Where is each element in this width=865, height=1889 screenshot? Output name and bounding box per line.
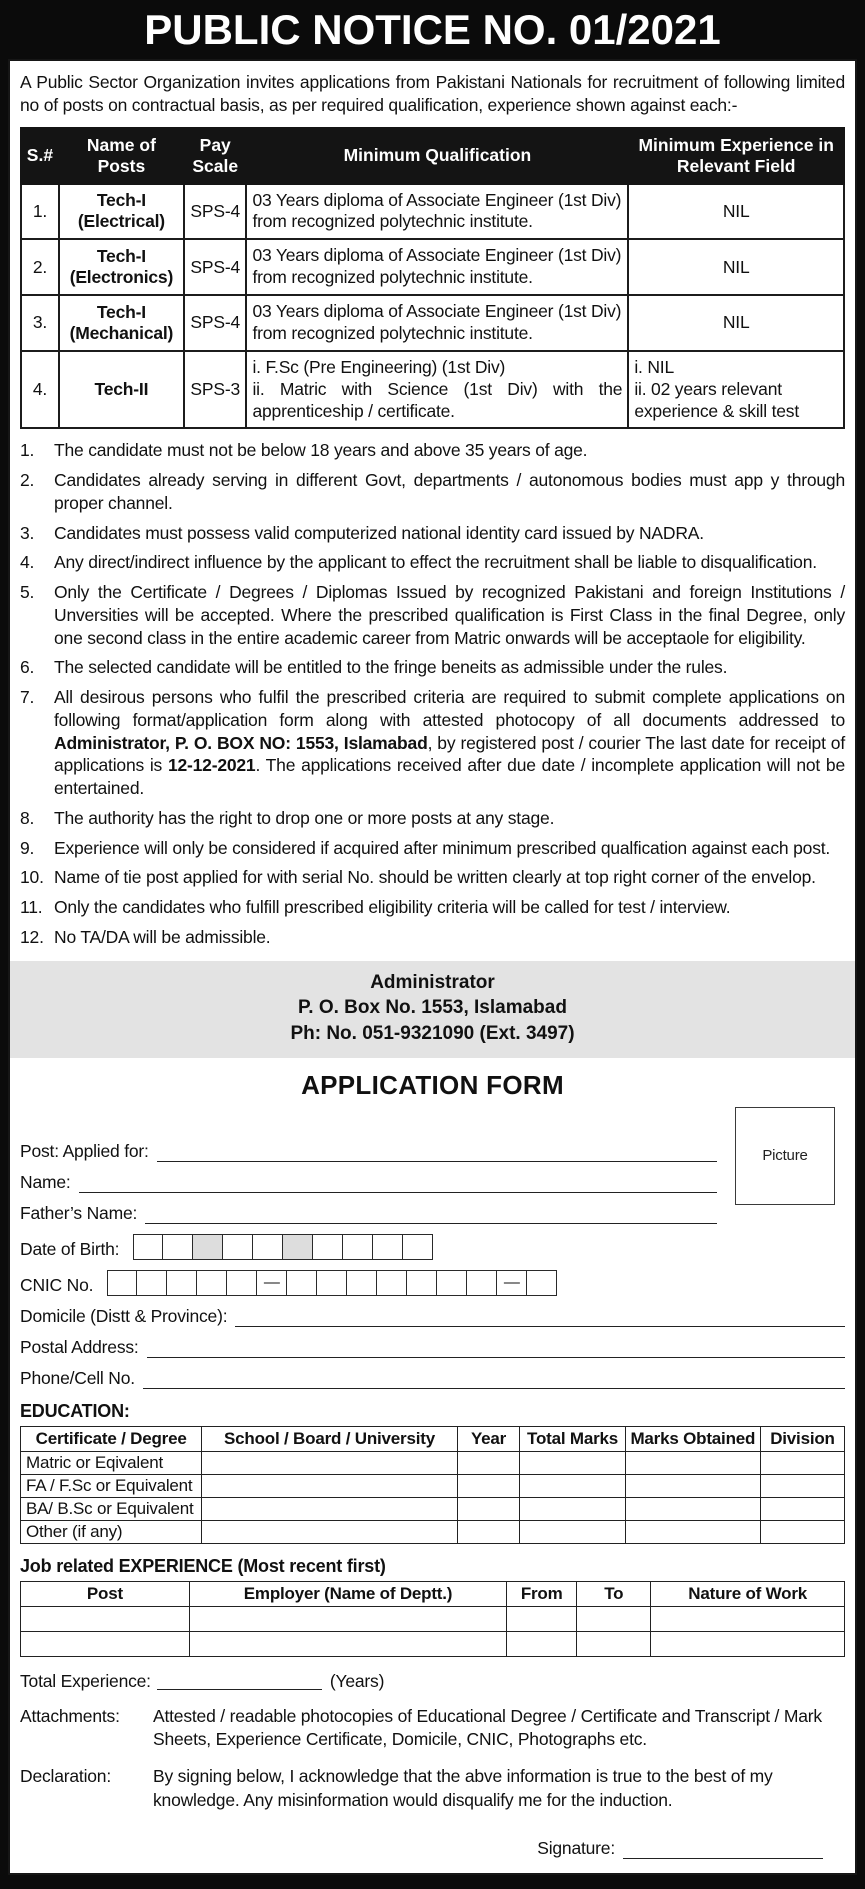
cnic-box[interactable] [107,1270,137,1296]
col-certificate: Certificate / Degree [21,1426,202,1451]
item-number: 5. [20,582,35,603]
pay-scale-cell: SPS-4 [184,239,247,295]
field-label: Phone/Cell No. [20,1367,135,1388]
empty-cell[interactable] [507,1606,577,1631]
list-item [20,439,845,462]
name-input-line[interactable] [79,1172,717,1192]
table-row [21,1497,845,1520]
table-row [21,295,844,351]
application-form-title: APPLICATION FORM [301,1069,564,1100]
col-employer: Employer (Name of Deptt.) [189,1581,506,1606]
col-nature-of-work: Nature of Work [651,1581,845,1606]
degree-label: Matric or Eqivalent [21,1451,202,1474]
list-item [20,656,845,679]
cnic-box[interactable] [407,1270,437,1296]
item-text: Candidates must possess valid computerized national identity card issued by NADRA. [54,522,704,543]
dob-separator-box [193,1234,223,1260]
col-post-name: Name of Posts [59,128,184,184]
qualification-cell: 03 Years diploma of Associate Engineer (1st Div) from recognized polytechnic institute. [246,184,628,240]
postal-address-input-line[interactable] [147,1337,845,1357]
field-label: Name: [20,1171,71,1192]
contact-title: Administrator [370,971,495,993]
field-father-name [20,1203,845,1224]
empty-cell[interactable] [760,1474,844,1497]
empty-cell[interactable] [651,1631,845,1656]
empty-cell[interactable] [189,1631,506,1656]
col-qualification: Minimum Qualification [246,128,628,184]
dob-box[interactable] [223,1234,253,1260]
dob-boxes[interactable] [133,1234,433,1260]
empty-cell[interactable] [457,1497,520,1520]
table-row [21,1606,845,1631]
item-text-part: . The applications received after due date / incomplete application will not be entertained. [54,755,845,799]
cnic-box[interactable] [287,1270,317,1296]
list-item [20,837,845,860]
picture-placeholder [735,1107,835,1205]
item-text: The authority has the right to drop one or more posts at any stage. [54,807,555,828]
empty-cell[interactable] [520,1451,625,1474]
empty-cell[interactable] [520,1520,625,1543]
table-row [21,1474,845,1497]
cnic-box[interactable] [137,1270,167,1296]
attachments-row [20,1705,845,1752]
degree-label: BA/ B.Sc or Equivalent [21,1497,202,1520]
item-number: 11. [20,897,43,918]
list-item [20,807,845,830]
field-label: Post: Applied for: [20,1140,149,1161]
picture-label: Picture [762,1147,808,1165]
empty-cell[interactable] [189,1606,506,1631]
col-school: School / Board / University [202,1426,457,1451]
empty-cell[interactable] [760,1497,844,1520]
post-name-cell: Tech-I (Mechanical) [59,295,184,351]
col-serial: S.# [21,128,59,184]
notice-sheet [8,59,857,1875]
col-division: Division [760,1426,844,1451]
col-total-marks: Total Marks [520,1426,625,1451]
col-to: To [577,1581,651,1606]
conditions-list [20,439,845,948]
experience-cell [628,351,844,429]
attachments-label: Attachments: [20,1705,120,1726]
signature-label: Signature: [537,1838,615,1859]
item-text-part: , by registered post / courier The last date for receipt of applications is [54,732,845,776]
qualification-line-1: i. F.Sc (Pre Engineering) (1st Div) [252,356,506,377]
item-text: Only the candidates who fulfill prescribed eligibility criteria will be called for test / interview. [54,897,731,918]
list-item [20,522,845,545]
cnic-box[interactable] [227,1270,257,1296]
field-label: Date of Birth: [20,1238,120,1259]
empty-cell[interactable] [625,1520,760,1543]
dob-box[interactable] [133,1234,163,1260]
education-header-row [21,1426,845,1451]
dob-separator-box [283,1234,313,1260]
item-number: 12. [20,926,44,947]
field-post-applied-for [20,1140,845,1165]
col-year: Year [457,1426,520,1451]
field-phone [20,1368,845,1389]
cnic-box[interactable] [377,1270,407,1296]
cnic-boxes[interactable] [107,1270,557,1296]
item-number: 3. [20,522,35,543]
experience-header-row [21,1581,845,1606]
list-item [20,866,845,889]
table-row [21,1451,845,1474]
list-item [20,469,845,515]
item-text: No TA/DA will be admissible. [54,926,271,947]
serial-cell: 3. [21,295,59,351]
empty-cell[interactable] [21,1606,190,1631]
address-bold: Administrator, P. O. BOX NO: 1553, Islamabad [54,732,428,753]
deadline-bold: 12-12-2021 [167,755,256,776]
dob-box[interactable] [373,1234,403,1260]
degree-label: Other (if any) [21,1520,202,1543]
degree-label: FA / F.Sc or Equivalent [21,1474,202,1497]
empty-cell[interactable] [202,1474,457,1497]
qualification-cell: 03 Years diploma of Associate Engineer (1st Div) from recognized polytechnic institute. [246,295,628,351]
cnic-dash-box: — [257,1270,287,1296]
cnic-box[interactable] [197,1270,227,1296]
cnic-box[interactable] [467,1270,497,1296]
pay-scale-cell: SPS-3 [184,351,247,429]
empty-cell[interactable] [202,1520,457,1543]
application-form [20,1105,845,1860]
total-experience-input-line[interactable] [157,1670,322,1690]
post-applied-input-line[interactable] [157,1141,717,1161]
phone-input-line[interactable] [143,1368,845,1388]
field-label: Domicile (Distt & Province): [20,1305,228,1326]
post-name-cell: Tech-II [59,351,184,429]
table-row [21,239,844,295]
experience-line-2: ii. 02 years relevant experience & skill test [634,378,799,421]
empty-cell[interactable] [577,1631,651,1656]
empty-cell[interactable] [760,1451,844,1474]
empty-cell[interactable] [625,1451,760,1474]
item-text [54,686,845,800]
experience-cell: NIL [628,295,844,351]
item-number: 9. [20,837,35,858]
dob-box[interactable] [343,1234,373,1260]
cnic-box[interactable] [317,1270,347,1296]
list-item [20,896,845,919]
qualification-cell: 03 Years diploma of Associate Engineer (1st Div) from recognized polytechnic institute. [246,239,628,295]
pay-scale-cell: SPS-4 [184,295,247,351]
item-number: 7. [20,687,35,708]
item-number: 6. [20,657,35,678]
declaration-label: Declaration: [20,1765,111,1786]
field-postal-address [20,1337,845,1358]
empty-cell[interactable] [507,1631,577,1656]
education-section-label: EDUCATION: [20,1400,130,1421]
list-item [20,686,845,800]
contact-phone: Ph: No. 051-9321090 (Ext. 3497) [290,1022,575,1044]
item-text-part: All desirous persons who fulfil the prescribed criteria are required to submit complete applications on following format/application form along with attested photocopy of all documents addressed to [54,687,845,730]
item-text: Any direct/indirect influence by the applicant to effect the recruitment shall be liable to disqualification. [54,552,817,573]
empty-cell[interactable] [625,1497,760,1520]
table-row [21,184,844,240]
dob-box[interactable] [163,1234,193,1260]
empty-cell[interactable] [520,1497,625,1520]
field-name [20,1172,845,1193]
col-marks-obtained: Marks Obtained [625,1426,760,1451]
contact-block [10,961,855,1058]
experience-table [20,1581,845,1657]
field-label: Postal Address: [20,1336,139,1357]
table-row [21,1631,845,1656]
posts-header-row [21,128,844,184]
contact-address: P. O. Box No. 1553, Islamabad [298,997,567,1019]
serial-cell: 2. [21,239,59,295]
experience-section-label: Job related EXPERIENCE (Most recent first) [20,1555,386,1576]
table-row [21,1520,845,1543]
item-number: 10. [20,867,44,888]
field-cnic [20,1270,845,1296]
dob-box[interactable] [403,1234,433,1260]
col-experience: Minimum Experience in Relevant Field [628,128,844,184]
field-domicile [20,1306,845,1327]
field-label: Father’s Name: [20,1202,138,1223]
empty-cell[interactable] [577,1606,651,1631]
item-text: Name of tie post applied for with serial No. should be written clearly at top right corner of the envelop. [54,867,816,888]
item-number: 4. [20,552,35,573]
serial-cell: 1. [21,184,59,240]
field-total-experience [20,1670,845,1692]
empty-cell[interactable] [625,1474,760,1497]
empty-cell[interactable] [202,1497,457,1520]
cnic-box[interactable] [527,1270,557,1296]
education-table [20,1426,845,1544]
empty-cell[interactable] [457,1451,520,1474]
posts-table [20,127,845,430]
col-pay-scale: Pay Scale [184,128,247,184]
qualification-cell [246,351,628,429]
empty-cell[interactable] [520,1474,625,1497]
empty-cell[interactable] [760,1520,844,1543]
pay-scale-cell: SPS-4 [184,184,247,240]
cnic-box[interactable] [347,1270,377,1296]
father-name-input-line[interactable] [145,1203,717,1223]
item-text: The selected candidate will be entitled to the fringe beneits as admissible under the rules. [54,657,728,678]
field-date-of-birth [20,1234,845,1260]
item-text: Candidates already serving in different Govt, departments / autonomous bodies must app y through proper channel. [54,470,845,513]
field-label: CNIC No. [20,1274,94,1295]
qualification-line-2: ii. Matric with Science (1st Div) with the apprenticeship / certificate. [252,378,623,421]
empty-cell[interactable] [21,1631,190,1656]
declaration-row [20,1765,845,1812]
attachments-text: Attested / readable photocopies of Educational Degree / Certificate and Transcript / Mark Sheets, Experience Certificate, Domicile, CNIC, Photographs etc. [153,1705,822,1750]
cnic-dash-box: — [497,1270,527,1296]
item-text: Only the Certificate / Degrees / Diplomas Issued by recognized Pakistani and foreign Institutions / Unversities will be accepted. Where the prescribed qualification is First Class in the final Degree, only one second class in the entire academic career from Matric onwards will be acceptaole for eligibility. [54,582,845,648]
empty-cell[interactable] [202,1451,457,1474]
intro-paragraph: A Public Sector Organization invites applications from Pakistani Nationals for recruitment of following limited no of posts on contractual basis, as per required qualification, experience shown against each:- [20,72,845,115]
declaration-text: By signing below, I acknowledge that the abve information is true to the best of my knowledge. Any misinformation would disqualify me for the induction. [153,1765,773,1810]
experience-line-1: i. NIL [634,356,674,377]
empty-cell[interactable] [457,1474,520,1497]
table-row [21,351,844,429]
signature-input-line[interactable] [623,1839,823,1859]
post-name-cell: Tech-I (Electrical) [59,184,184,240]
cnic-box[interactable] [167,1270,197,1296]
years-suffix: (Years) [329,1670,385,1691]
list-item [20,926,845,949]
page-title: PUBLIC NOTICE NO. 01/2021 [144,6,721,53]
field-label: Total Experience: [20,1670,151,1691]
item-text: The candidate must not be below 18 years and above 35 years of age. [54,440,588,461]
list-item [20,551,845,574]
serial-cell: 4. [21,351,59,429]
list-item [20,581,845,649]
item-number: 1. [20,440,35,461]
signature-row [20,1838,823,1859]
dob-box[interactable] [313,1234,343,1260]
post-name-cell: Tech-I (Electronics) [59,239,184,295]
item-text: Experience will only be considered if acquired after minimum prescribed qualfication against each post. [54,837,831,858]
dob-box[interactable] [253,1234,283,1260]
experience-cell: NIL [628,239,844,295]
item-number: 8. [20,807,35,828]
empty-cell[interactable] [651,1606,845,1631]
empty-cell[interactable] [457,1520,520,1543]
col-from: From [507,1581,577,1606]
cnic-box[interactable] [437,1270,467,1296]
item-number: 2. [20,470,35,491]
col-post: Post [21,1581,190,1606]
experience-cell: NIL [628,184,844,240]
domicile-input-line[interactable] [235,1306,845,1326]
